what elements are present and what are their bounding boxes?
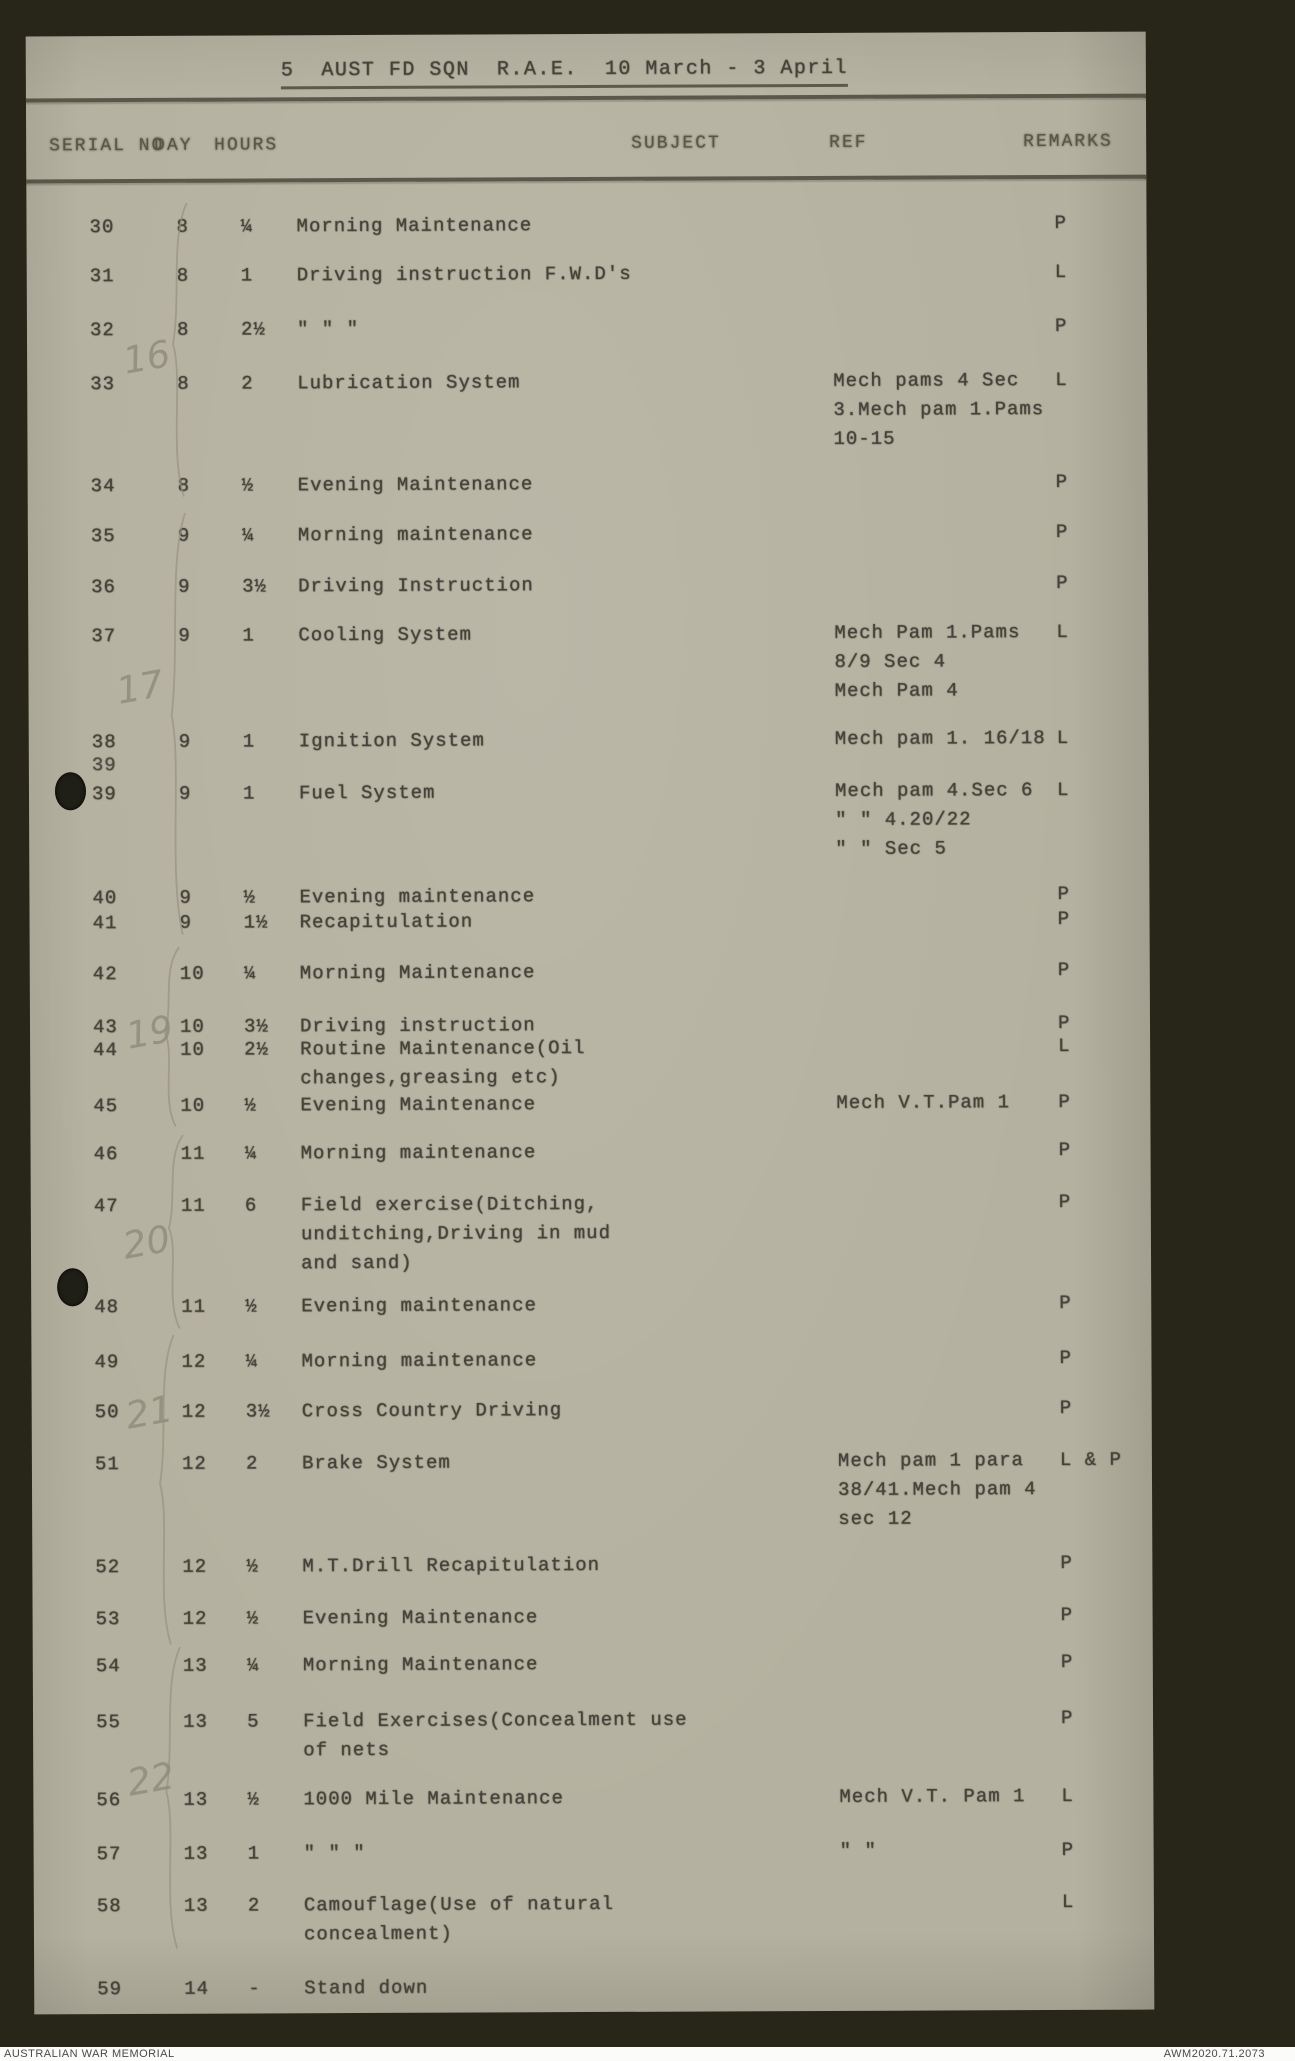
cell-day: 9 (179, 911, 193, 934)
title-divider-rule (26, 94, 1146, 103)
cell-day: 13 (182, 1710, 208, 1733)
cell-subject: Cooling System (298, 623, 472, 647)
cell-day: 9 (177, 524, 191, 547)
table-row (33, 1601, 1153, 1631)
cell-hours: 2½ (240, 318, 266, 341)
header-divider-rule (26, 175, 1146, 184)
cell-day: 9 (178, 575, 191, 598)
cell-day: 14 (184, 1977, 210, 2000)
cell-serial: 40 (92, 887, 118, 910)
pencil-annotation: 22 (123, 1754, 178, 1805)
cell-serial: 53 (95, 1608, 121, 1631)
cell-ref: Mech pam 1. 16/18 (834, 727, 1046, 750)
table-row (28, 468, 1148, 498)
page-title: 5 AUST FD SQN R.A.E. 10 March - 3 April (281, 57, 848, 89)
cell-remarks: P (1056, 571, 1069, 594)
cell-remarks: L (1061, 1890, 1075, 1913)
cell-subject: Ignition System (298, 729, 485, 753)
cell-subject: Evening Maintenance (297, 473, 534, 497)
cell-hours: 3½ (243, 1015, 269, 1038)
cell-day: 11 (180, 1142, 206, 1165)
cell-hours: 3½ (245, 1400, 271, 1423)
cell-ref: Mech pam 4.Sec 6 " " 4.20/22 " " Sec 5 (834, 779, 1034, 860)
cell-hours: 1 (247, 1842, 261, 1865)
table-row (31, 1344, 1151, 1374)
cell-subject: Driving instruction (299, 1014, 536, 1038)
cell-ref: Mech Pam 1.Pams 8/9 Sec 4 Mech Pam 4 (834, 621, 1021, 702)
cell-ref: Mech V.T. Pam 1 (839, 1785, 1026, 1808)
cell-ref: Mech pams 4 Sec 3.Mech pam 1.Pams 10-15 (833, 369, 1045, 450)
archive-footer (0, 2047, 1295, 2061)
cell-day: 10 (180, 1094, 206, 1117)
cell-remarks: P (1055, 470, 1069, 493)
table-row (29, 724, 1149, 777)
cell-subject: Driving instruction F.W.D's (296, 262, 632, 287)
archive-name-label: AUSTRALIAN WAR MEMORIAL (4, 2048, 175, 2060)
cell-day: 8 (177, 372, 190, 395)
cell-day: 9 (178, 782, 192, 805)
cell-remarks: P (1055, 520, 1069, 543)
cell-hours: ½ (241, 474, 255, 497)
cell-serial: 49 (94, 1351, 120, 1374)
cell-serial: 54 (95, 1655, 121, 1678)
cell-subject: Evening Maintenance (302, 1606, 539, 1630)
cell-subject: Field exercise(Ditching, unditching,Driving in mud and sand) (300, 1192, 612, 1275)
column-header: SERIAL NO (49, 135, 165, 157)
cell-remarks: P (1059, 1396, 1073, 1419)
cell-hours: 3½ (242, 575, 267, 598)
table-row (26, 209, 1146, 239)
cell-hours: 6 (244, 1194, 258, 1217)
cell-hours: ¼ (241, 524, 255, 547)
cell-subject: Morning maintenance (300, 1141, 537, 1165)
table-row (31, 1136, 1151, 1166)
cell-serial: 38 (91, 731, 117, 754)
cell-serial: 33 (90, 373, 116, 396)
cell-remarks: P (1059, 1291, 1072, 1314)
cell-remarks: L (1056, 620, 1069, 643)
table-row (27, 312, 1147, 342)
cell-hours: 1 (242, 624, 255, 647)
cell-subject: Evening maintenance (299, 885, 536, 909)
cell-subject: Recapitulation (299, 910, 474, 934)
cell-serial: 32 (89, 319, 115, 342)
cell-serial: 41 (92, 912, 118, 935)
cell-day: 8 (177, 474, 191, 497)
cell-day: 9 (178, 730, 192, 753)
cell-serial: 34 (90, 475, 116, 498)
cell-hours: 1 (240, 264, 254, 287)
pencil-annotation: 20 (119, 1217, 174, 1268)
table-row (30, 956, 1150, 986)
cell-serial: 47 (93, 1195, 119, 1218)
cell-remarks: P (1057, 958, 1071, 981)
cell-hours: ¼ (243, 962, 257, 985)
table-row (29, 880, 1149, 910)
cell-remarks: P (1058, 1190, 1072, 1213)
cell-subject: Evening maintenance (301, 1294, 537, 1318)
cell-remarks: P (1060, 1650, 1074, 1673)
cell-day: 11 (180, 1194, 206, 1217)
cell-day: 12 (182, 1607, 208, 1630)
cell-serial: 36 (91, 576, 116, 599)
pencil-annotation: 17 (113, 662, 168, 713)
table-row (28, 569, 1148, 599)
cell-remarks: P (1060, 1706, 1074, 1729)
cell-hours: ½ (243, 886, 256, 909)
cell-subject: Morning Maintenance (296, 214, 533, 238)
cell-remarks: L (1061, 1784, 1074, 1807)
cell-hours: 2 (241, 372, 254, 395)
cell-hours: 2 (247, 1894, 261, 1917)
catalogue-number-label: AWM2020.71.2073 (1163, 2048, 1265, 2060)
cell-serial: 44 (93, 1039, 118, 1062)
cell-day: 12 (181, 1452, 207, 1475)
cell-subject: " " " (296, 318, 360, 341)
cell-serial: 59 (97, 1978, 123, 2001)
cell-day: 13 (183, 1842, 209, 1865)
table-row (31, 1289, 1151, 1319)
cell-hours: ½ (244, 1094, 257, 1117)
table-row (28, 518, 1148, 548)
cell-hours: 1 (242, 782, 256, 805)
cell-day: 10 (179, 962, 205, 985)
cell-serial: 37 (91, 625, 117, 648)
cell-remarks: P (1057, 907, 1071, 930)
pencil-annotation: 16 (119, 332, 174, 383)
cell-remarks: L & P (1059, 1448, 1122, 1471)
cell-subject: Routine Maintenance(Oil changes,greasing etc) (300, 1037, 586, 1090)
cell-serial: 43 (92, 1016, 118, 1039)
table-row (33, 1648, 1153, 1678)
cell-remarks: P (1054, 211, 1067, 234)
table-row (33, 1704, 1153, 1762)
column-header: DAY (154, 135, 193, 156)
cell-hours: - (248, 1977, 261, 2000)
hole-punch (55, 772, 86, 810)
document-paper (26, 32, 1155, 2015)
cell-remarks: L (1056, 778, 1070, 801)
cell-serial: 46 (93, 1143, 119, 1166)
cell-ref: " " (839, 1839, 877, 1862)
table-row (27, 258, 1147, 288)
column-header: REF (829, 132, 868, 153)
cell-remarks: L (1054, 260, 1068, 283)
pencil-annotation: 19 (122, 1007, 177, 1058)
cell-serial: 55 (95, 1711, 121, 1734)
cell-serial: 51 (94, 1453, 120, 1476)
cell-serial: 30 (89, 216, 115, 239)
column-headers (26, 132, 1146, 161)
cell-serial: 48 (94, 1296, 120, 1319)
cell-hours: ½ (246, 1607, 260, 1630)
pencil-annotation: 21 (122, 1387, 177, 1438)
table-row (34, 1836, 1154, 1866)
cell-day: 12 (181, 1400, 207, 1423)
cell-subject: Evening Maintenance (300, 1093, 537, 1117)
cell-remarks: P (1057, 882, 1070, 905)
cell-subject: Cross Country Driving (301, 1399, 563, 1423)
column-header: HOURS (214, 135, 279, 156)
cell-hours: ¼ (244, 1142, 258, 1165)
cell-hours: ¼ (240, 215, 253, 238)
table-row (33, 1782, 1153, 1812)
cell-subject: 1000 Mile Maintenance (303, 1787, 564, 1811)
pencil-brace (159, 1336, 174, 1644)
cell-day: 13 (183, 1894, 209, 1917)
cell-hours: 1 (242, 730, 256, 753)
cell-ref: Mech V.T.Pam 1 (836, 1091, 1011, 1114)
cell-remarks: L (1058, 1034, 1071, 1057)
cell-ref: Mech pam 1 para 38/41.Mech pam 4 sec 12 (837, 1449, 1037, 1530)
cell-day: 13 (182, 1654, 208, 1677)
pencil-brace (172, 204, 187, 496)
cell-hours: ½ (245, 1295, 258, 1318)
column-header: REMARKS (1023, 131, 1113, 153)
cell-remarks: P (1060, 1551, 1073, 1574)
column-header: SUBJECT (631, 133, 721, 154)
cell-serial: 52 (95, 1556, 121, 1579)
cell-day: 11 (181, 1295, 207, 1318)
cell-remarks: P (1061, 1838, 1075, 1861)
cell-remarks: L (1055, 368, 1068, 391)
cell-subject: Field Exercises(Concealment use of nets (302, 1708, 688, 1762)
cell-hours: ¼ (246, 1654, 260, 1677)
cell-remarks: P (1059, 1346, 1072, 1369)
cell-remarks: P (1057, 1011, 1071, 1034)
table-row (32, 1446, 1152, 1530)
cell-serial: 57 (96, 1843, 122, 1866)
cell-subject: Brake System (301, 1451, 451, 1475)
cell-remarks: L (1056, 726, 1070, 749)
cell-serial: 45 (93, 1095, 119, 1118)
cell-remarks: P (1058, 1138, 1072, 1161)
table-row (27, 366, 1147, 450)
table-row (32, 1549, 1152, 1579)
cell-subject: Morning maintenance (301, 1349, 538, 1373)
cell-remarks: P (1058, 1090, 1071, 1113)
cell-day: 8 (176, 264, 190, 287)
cell-serial: 39 (91, 783, 117, 806)
cell-serial: 56 (96, 1789, 122, 1812)
cell-day: 12 (181, 1350, 207, 1373)
cell-day: 8 (176, 318, 190, 341)
cell-day: 10 (179, 1015, 205, 1038)
cell-day: 9 (178, 624, 191, 647)
cell-day: 9 (179, 886, 192, 909)
cell-hours: ½ (247, 1788, 260, 1811)
cell-subject: Camouflage(Use of natural concealment) (303, 1892, 614, 1946)
cell-subject: Morning Maintenance (302, 1653, 539, 1677)
cell-serial: 35 (90, 525, 116, 548)
cell-subject: Morning Maintenance (299, 961, 536, 985)
hole-punch (57, 1268, 88, 1306)
cell-day: 12 (182, 1555, 208, 1578)
cell-serial-duplicate: 39 (91, 754, 117, 777)
cell-hours: ½ (246, 1555, 259, 1578)
cell-hours: 2½ (244, 1038, 269, 1061)
cell-hours: 5 (246, 1710, 260, 1733)
cell-day: 8 (176, 215, 189, 238)
cell-serial: 42 (92, 963, 118, 986)
table-row (29, 776, 1149, 860)
cell-remarks: P (1054, 314, 1068, 337)
cell-subject: Fuel System (298, 781, 436, 805)
cell-day: 10 (180, 1038, 205, 1061)
cell-hours: 2 (245, 1452, 259, 1475)
cell-serial: 31 (89, 265, 115, 288)
cell-serial: 50 (94, 1401, 120, 1424)
cell-serial: 58 (96, 1895, 122, 1918)
cell-subject: Morning maintenance (297, 523, 534, 547)
cell-subject: Lubrication System (297, 371, 521, 395)
cell-hours: 1½ (243, 911, 269, 934)
cell-subject: M.T.Drill Recapitulation (302, 1553, 601, 1578)
cell-subject: Driving Instruction (298, 574, 534, 598)
table-row (34, 1971, 1154, 2001)
cell-subject: " " " (303, 1841, 366, 1865)
cell-hours: ¼ (245, 1350, 258, 1373)
cell-day: 13 (183, 1788, 209, 1811)
cell-subject: Stand down (304, 1976, 429, 2000)
table-row (34, 1888, 1154, 1946)
cell-remarks: P (1060, 1603, 1074, 1626)
